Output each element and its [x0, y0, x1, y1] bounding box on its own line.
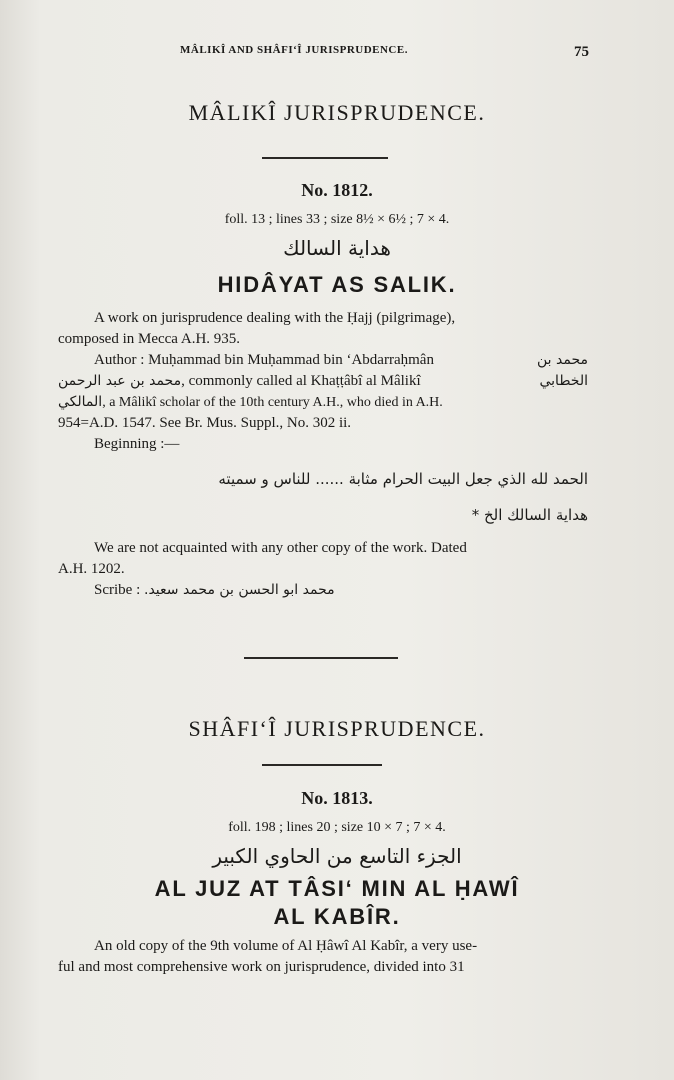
arabic-title-1812: هداية السالك	[283, 236, 391, 260]
note-line: A.H. 1202.	[58, 561, 125, 577]
date-line: 954=A.D. 1547. See Br. Mus. Suppl., No. 302 ii.	[58, 415, 352, 431]
author-label: Author :	[94, 352, 145, 368]
description-line: composed in Mecca A.H. 935.	[58, 331, 241, 347]
author-continuation: , commonly called al Khaṭṭâbî al Mâlikî	[181, 373, 421, 389]
description-line: A work on jurisprudence dealing with the Ḥajj (pilgrimage),	[94, 310, 456, 326]
author-line-3	[58, 392, 598, 413]
arabic-title-1813: الجزء التاسع من الحاوي الكبير	[212, 844, 462, 868]
beginning-label: Beginning :—	[94, 436, 180, 452]
beginning-arabic-2: هداية السالك الخ *	[471, 506, 588, 524]
author-line-2	[58, 371, 598, 392]
entry-description-1812	[58, 308, 598, 455]
entry-meta-1812: foll. 13 ; lines 33 ; size 8½ × 6½ ; 7 × 4.	[224, 212, 450, 227]
note-line: We are not acquainted with any other copy of the work. Dated	[94, 540, 467, 556]
author-arabic-4: المالكي	[58, 394, 103, 410]
author-line	[58, 350, 598, 371]
scribe-line	[58, 580, 598, 601]
scribe-arabic: محمد ابو الحسن بن محمد سعيد.	[144, 582, 335, 598]
section-rule	[262, 764, 382, 766]
author-name: Muḥammad bin Muḥammad bin ‘Abdarraḥmân	[148, 352, 434, 368]
beginning-arabic-1: الحمد لله الذي جعل البيت الحرام مثابة ...... للناس و سميته	[218, 470, 588, 488]
author-arabic-1: محمد بن	[537, 352, 588, 368]
section-title-maliki: MÂLIKÎ JURISPRUDENCE.	[188, 100, 486, 125]
work-title-1813-line2: AL KABÎR.	[273, 904, 401, 929]
author-arabic-2: محمد بن عبد الرحمن	[58, 373, 182, 389]
work-title-1812: HIDÂYAT AS SALIK.	[217, 272, 457, 297]
entry-number-1812: No. 1812.	[301, 180, 373, 200]
entry-notes-1812	[58, 538, 598, 601]
section-rule	[262, 157, 388, 159]
scribe-label: Scribe :	[94, 582, 141, 598]
description-line: An old copy of the 9th volume of Al Ḥâwî Al Kabîr, a very use-	[94, 938, 478, 954]
author-continuation-2: , a Mâlikî scholar of the 10th century A.H., who died in A.H.	[102, 395, 443, 410]
running-head: MÂLIKÎ AND SHÂFI‘Î JURISPRUDENCE.	[180, 44, 408, 56]
entry-meta-1813: foll. 198 ; lines 20 ; size 10 × 7 ; 7 × 4.	[228, 820, 446, 835]
section-title-shafii: SHÂFI‘Î JURISPRUDENCE.	[188, 716, 486, 741]
page-number: 75	[574, 44, 589, 60]
work-title-1813-line1: AL JUZ AT TÂSI‘ MIN AL ḤAWÎ	[154, 876, 520, 901]
entry-number-1813: No. 1813.	[301, 788, 373, 808]
entry-description-1813	[58, 936, 598, 978]
description-line: ful and most comprehensive work on jurisprudence, divided into 31	[58, 959, 465, 975]
entry-separator-rule	[244, 657, 398, 659]
author-arabic-3: الخطابي	[539, 373, 588, 389]
